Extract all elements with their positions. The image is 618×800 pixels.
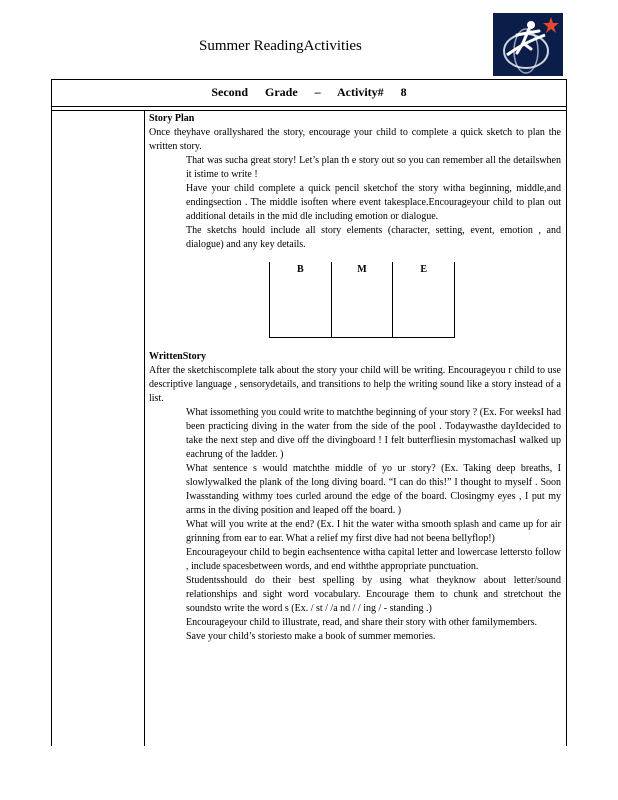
page-title: Summer ReadingActivities — [199, 38, 362, 54]
list-item: Have your child complete a quick pencil sketchof the story witha beginning, middle,and endingsection . The middle isoften where event takesplace.Encourageyour child to plan out additional details in the mid dle including emotion or dialogue. — [186, 183, 561, 222]
runner-star-logo-icon — [493, 13, 563, 76]
column-divider — [144, 111, 145, 746]
activity-heading: Second Grade – Activity# 8 — [211, 85, 407, 99]
list-item: Studentsshould do their best spelling by using what theyknow about letter/sound relationships and sight word vocabulary. Encourage them to chunk and stretchout the soundsto write the word s (Ex. / st / /a nd / / ing / - standing .) — [186, 575, 561, 614]
activity-header-row — [52, 80, 566, 107]
activity-content — [149, 112, 561, 644]
header-gap-row — [52, 107, 566, 111]
beginning-column: B — [270, 262, 332, 338]
story-plan-intro: Once theyhave orallyshared the story, encourage your child to complete a quick sketch to plan the written story. — [149, 127, 561, 152]
story-plan-table — [269, 262, 455, 338]
list-item: Encourageyour child to begin eachsentence witha capital letter and lowercase lettersto follow , include spacesbetween words, and end withthe appropriate punctuation. — [186, 547, 561, 572]
middle-column: M — [331, 262, 393, 338]
list-item: Save your child’s storiesto make a book of summer memories. — [186, 631, 436, 642]
list-item: What will you write at the end? (Ex. I hit the water witha smooth splash and came up for air grinning from ear to ear. What a relief my first dive had not beena bellyflop!) — [186, 519, 561, 544]
story-plan-list — [149, 154, 561, 252]
written-story-list — [149, 406, 561, 644]
list-item: What issomething you could write to matchthe beginning of your story ? (Ex. For weeksI had been practicing diving in the water from the side of the pool . Todaywasthe dayIdecided to take the next step and dive off the divingboard ! I felt butterfliesin mystomachasI walked up eachrung of the ladder. ) — [186, 407, 561, 460]
list-item: Encourageyour child to illustrate, read, and share their story with other familymembers. — [186, 617, 538, 628]
written-story-intro: After the sketchiscomplete talk about the story your child will be writing. Encourageyou r child to use descriptive language , sensorydetails, and transitions to help the writing sound like a story instead of a list. — [149, 365, 561, 404]
list-item: The sketchs hould include all story elements (character, setting, event, emotion , and dialogue) and any key details. — [186, 225, 561, 250]
list-item: What sentence s would matchthe middle of yo ur story? (Ex. Taking deep breaths, I slowlywalked the plank of the long diving board. “I can do this!” I thought to myself . Soon Iwasstanding withmy toes curled around the edge of the board. Closingmy eyes , I put my arms in the diving position and leaped off the board. ) — [186, 463, 561, 516]
activity-frame — [51, 79, 567, 746]
end-column: E — [393, 262, 455, 338]
story-plan-heading: Story Plan — [149, 113, 195, 124]
list-item: That was sucha great story! Let’s plan th e story out so you can remember all the detailswhen it istime to write ! — [186, 155, 561, 180]
written-story-heading: WrittenStory — [149, 351, 207, 362]
section-spacer — [149, 338, 561, 350]
